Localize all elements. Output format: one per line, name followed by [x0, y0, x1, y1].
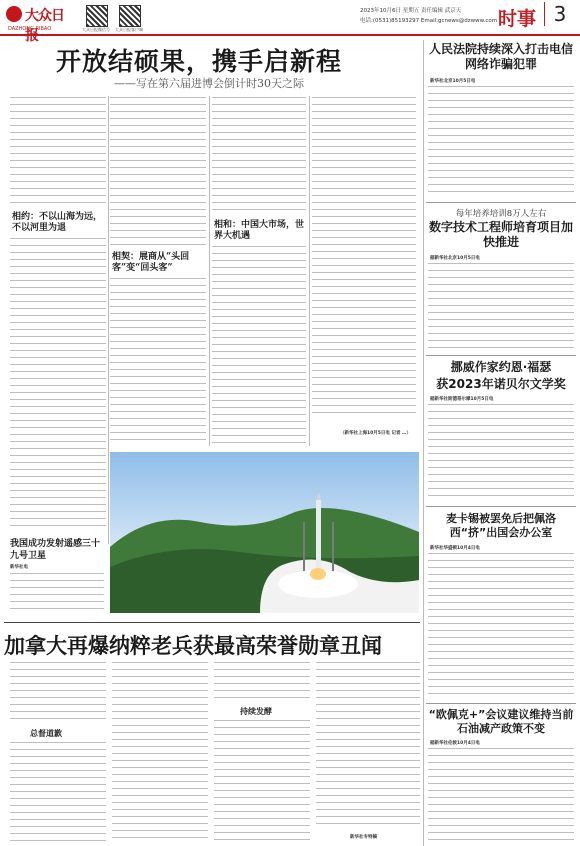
body-text	[212, 246, 306, 446]
body-text	[428, 553, 574, 699]
canada-subhead-1: 总督道歉	[30, 729, 62, 738]
headline-nobel: 获2023年诺贝尔文学奖	[436, 377, 566, 391]
body-text	[110, 97, 206, 247]
byline: 据新华社斯德哥尔摩10月5日电	[430, 397, 494, 402]
headline-canada: 加拿大再爆纳粹老兵获最高荣誉勋章丑闻	[4, 634, 382, 658]
qr-code-icon	[119, 5, 141, 27]
body-text	[428, 263, 574, 351]
qr-code-icon	[86, 5, 108, 27]
body-text	[312, 97, 416, 417]
headline-engineers: 数字技术工程师培育项目加快推进	[428, 220, 573, 249]
divider	[426, 703, 576, 704]
body-text	[10, 97, 106, 207]
qr-label: 大众日报客户端	[115, 27, 143, 32]
headline-mccarthy: 麦卡锡被罢免后把佩洛西“挤”出国会办公室	[446, 512, 556, 539]
canada-credit: 新华社专特稿	[350, 835, 377, 840]
body-text	[112, 662, 208, 842]
body-text	[428, 748, 574, 844]
contact-info: 电话:(0531)85193297 Email:gcnews@dzwww.com	[360, 18, 498, 24]
byline: 新华社华盛顿10月4日电	[430, 546, 480, 551]
divider	[426, 202, 576, 203]
page-number: 3	[544, 2, 575, 26]
divider	[4, 622, 420, 623]
logo-pinyin: DAZHONG RIBAO	[8, 26, 52, 32]
lead-subhead-3: 相和：中国大市场，世界大机遇	[214, 220, 305, 241]
lead-subhead-2: 相契：展商从“头回客”变“回头客”	[112, 252, 190, 273]
body-text	[428, 86, 574, 198]
body-text	[212, 97, 306, 215]
lead-subheadline: ——写在第六届进博会倒计时30天之际	[114, 77, 304, 90]
body-text	[10, 742, 106, 842]
divider	[426, 355, 576, 356]
lead-subhead-1: 相约：不以山海为远，不以河里为退	[12, 212, 103, 233]
issue-date: 2023年10月6日 星期五 责任编辑 武京天	[360, 8, 462, 14]
byline: 据新华社北京10月5日电	[430, 256, 480, 261]
lead-headline: 开放结硕果，携手启新程	[56, 47, 343, 76]
body-text	[214, 662, 310, 702]
lead-byline: （新华社上海10月5日电 记者 …）	[340, 431, 412, 436]
rocket-launch-photo	[110, 452, 419, 613]
body-text	[10, 238, 106, 528]
byline: 新华社北京10月5日电	[430, 79, 476, 84]
canada-subhead-2: 持续发酵	[240, 707, 272, 716]
body-text	[110, 278, 206, 446]
column-divider	[309, 96, 310, 446]
headline-fraud: 人民法院持续深入打击电信网络诈骗犯罪	[428, 42, 573, 71]
body-text	[428, 404, 574, 502]
logo-text: 大众日报	[25, 8, 64, 44]
body-text	[10, 662, 106, 724]
newspaper-logo	[6, 4, 76, 44]
column-divider	[209, 96, 210, 446]
logo-mark-icon	[6, 6, 22, 22]
masthead	[0, 0, 580, 44]
section-title: 时事	[498, 8, 537, 30]
body-text	[316, 662, 420, 830]
divider	[426, 506, 576, 507]
photo-caption: 我国成功发射遥感三十九号卫星 新华社电	[10, 538, 104, 613]
kicker-nobel: 挪威作家约恩·福瑟	[450, 360, 552, 374]
body-text	[214, 720, 310, 842]
qr-label: 大众日报微信号	[82, 27, 110, 32]
headline-opec: “欧佩克+”会议建议维持当前石油减产政策不变	[428, 708, 574, 735]
kicker-engineers: 每年培养培训8万人左右	[455, 209, 547, 219]
byline: 据新华社伦敦10月4日电	[430, 741, 480, 746]
column-divider	[108, 96, 109, 544]
column-divider	[423, 40, 424, 846]
